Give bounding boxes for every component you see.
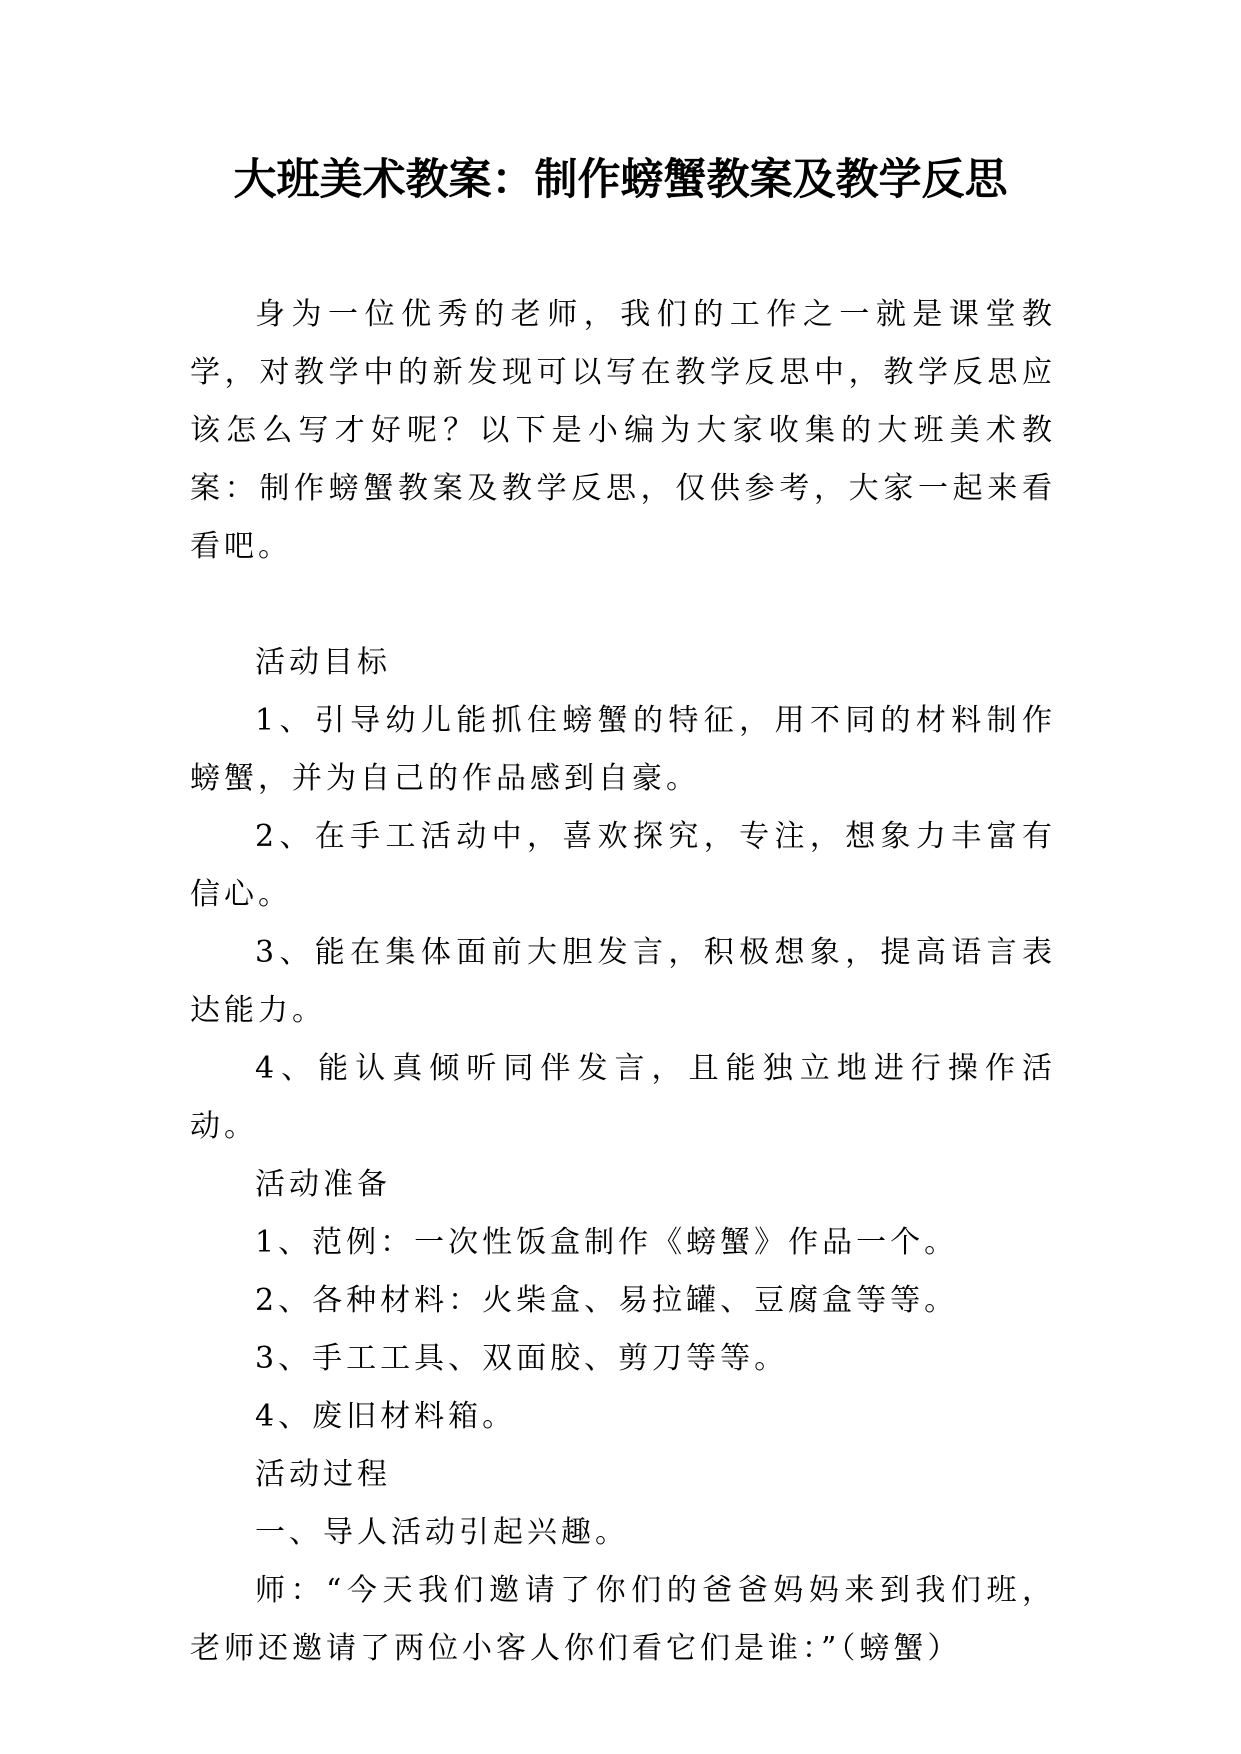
section-heading-preparation: 活动准备 bbox=[255, 1167, 391, 1202]
paragraph-gap bbox=[190, 576, 1056, 634]
document-body bbox=[190, 286, 1056, 1678]
process-step-1: 一、导人活动引起兴趣。 bbox=[255, 1515, 629, 1550]
process-dialogue: 师：“今天我们邀请了你们的爸爸妈妈来到我们班，老师还邀请了两位小客人你们看它们是谁：”（螃蟹） bbox=[190, 1573, 1056, 1666]
section-heading-process: 活动过程 bbox=[255, 1457, 391, 1492]
preparation-item-4: 4、废旧材料箱。 bbox=[255, 1399, 517, 1434]
goal-item-1: 1、引导幼儿能抓住螃蟹的特征，用不同的材料制作螃蟹，并为自己的作品感到自豪。 bbox=[190, 703, 1056, 796]
document-title: 大班美术教案：制作螃蟹教案及教学反思 bbox=[233, 155, 1008, 205]
section-heading-goals: 活动目标 bbox=[255, 645, 391, 680]
preparation-item-2: 2、各种材料：火柴盒、易拉罐、豆腐盒等等。 bbox=[255, 1283, 959, 1318]
goal-item-3: 3、能在集体面前大胆发言，积极想象，提高语言表达能力。 bbox=[190, 935, 1056, 1028]
goal-item-2: 2、在手工活动中，喜欢探究，专注，想象力丰富有信心。 bbox=[190, 819, 1056, 912]
intro-paragraph: 身为一位优秀的老师，我们的工作之一就是课堂教学，对教学中的新发现可以写在教学反思中，教学反思应该怎么写才好呢？以下是小编为大家收集的大班美术教案：制作螃蟹教案及教学反思，仅供参考，大家一起来看看吧。 bbox=[190, 297, 1056, 564]
goal-item-4: 4、能认真倾听同伴发言，且能独立地进行操作活动。 bbox=[190, 1051, 1056, 1144]
preparation-item-3: 3、手工工具、双面胶、剪刀等等。 bbox=[255, 1341, 789, 1376]
preparation-item-1: 1、范例：一次性饭盒制作《螃蟹》作品一个。 bbox=[255, 1225, 959, 1260]
